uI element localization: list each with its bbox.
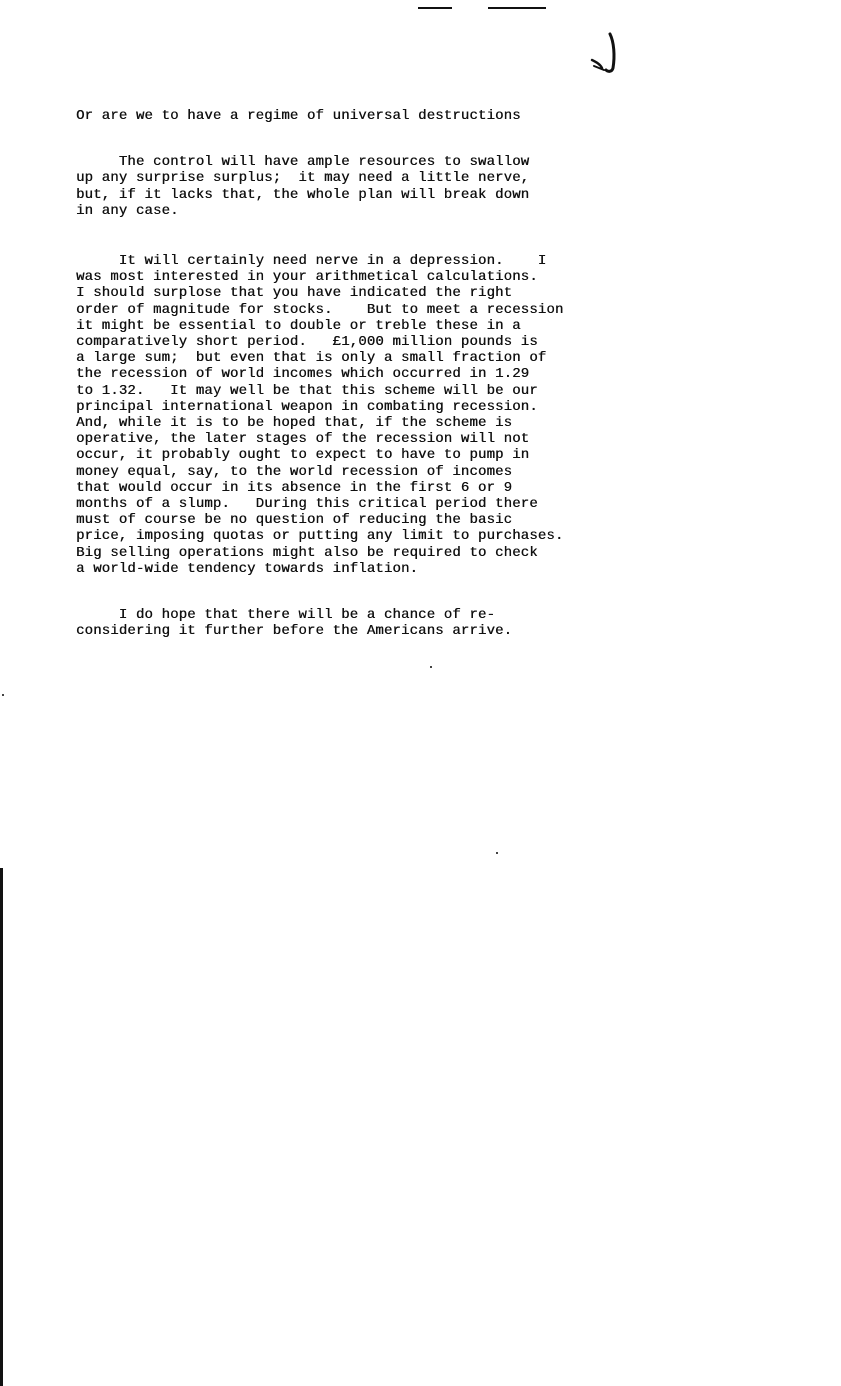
text-line: months of a slump. During this critical period there — [76, 496, 538, 513]
text-line: Or are we to have a regime of universal destructions — [76, 108, 521, 124]
text-line: it might be essential to double or treble these in a — [76, 317, 521, 334]
text-line: a world-wide tendency towards inflation. — [76, 560, 419, 577]
text-line: was most interested in your arithmetical calculations. — [76, 269, 538, 286]
text-line: considering it further before the Americans arrive. — [76, 623, 513, 640]
text-line: I do hope that there will be a chance of re- — [76, 607, 496, 624]
text-line: up any surprise surplus; it may need a little nerve, — [76, 170, 530, 187]
scan-speck — [430, 666, 432, 668]
text-line: The control will have ample resources to swallow — [76, 154, 530, 171]
text-line: principal international weapon in combating recession. — [76, 398, 538, 415]
text-line: that would occur in its absence in the first 6 or 9 — [76, 479, 513, 496]
text-line: And, while it is to be hoped that, if the scheme is — [76, 415, 513, 432]
text-line: comparatively short period. £1,000 million pounds is — [76, 334, 538, 351]
text-line: I should surplose that you have indicated the right — [76, 285, 513, 302]
scan-speck — [2, 694, 4, 696]
left-margin-edge — [0, 868, 3, 1386]
text-line: It will certainly need nerve in a depression. I — [76, 253, 547, 270]
text-line: occur, it probably ought to expect to have to pump in — [76, 447, 530, 464]
text-line: must of course be no question of reducing the basic — [76, 512, 513, 529]
text-line: but, if it lacks that, the whole plan will break down — [76, 186, 530, 203]
paragraph-2 — [76, 154, 656, 219]
paragraph-1 — [76, 108, 656, 124]
top-rule-left — [418, 7, 452, 9]
text-line: operative, the later stages of the recession will not — [76, 431, 530, 448]
top-rule-right — [488, 7, 546, 9]
paragraph-3 — [76, 253, 656, 577]
letter-body — [76, 108, 656, 655]
text-line: the recession of world incomes which occurred in 1.29 — [76, 366, 530, 383]
text-line: in any case. — [76, 202, 179, 219]
text-line: order of magnitude for stocks. But to meet a recession — [76, 301, 564, 318]
paragraph-4 — [76, 607, 656, 639]
scan-speck — [496, 852, 498, 854]
handwritten-page-mark-icon — [584, 30, 624, 74]
text-line: to 1.32. It may well be that this scheme will be our — [76, 382, 538, 399]
text-line: a large sum; but even that is only a small fraction of — [76, 350, 547, 367]
text-line: money equal, say, to the world recession of incomes — [76, 463, 513, 480]
text-line: price, imposing quotas or putting any limit to purchases. — [76, 528, 564, 545]
text-line: Big selling operations might also be required to check — [76, 544, 538, 561]
